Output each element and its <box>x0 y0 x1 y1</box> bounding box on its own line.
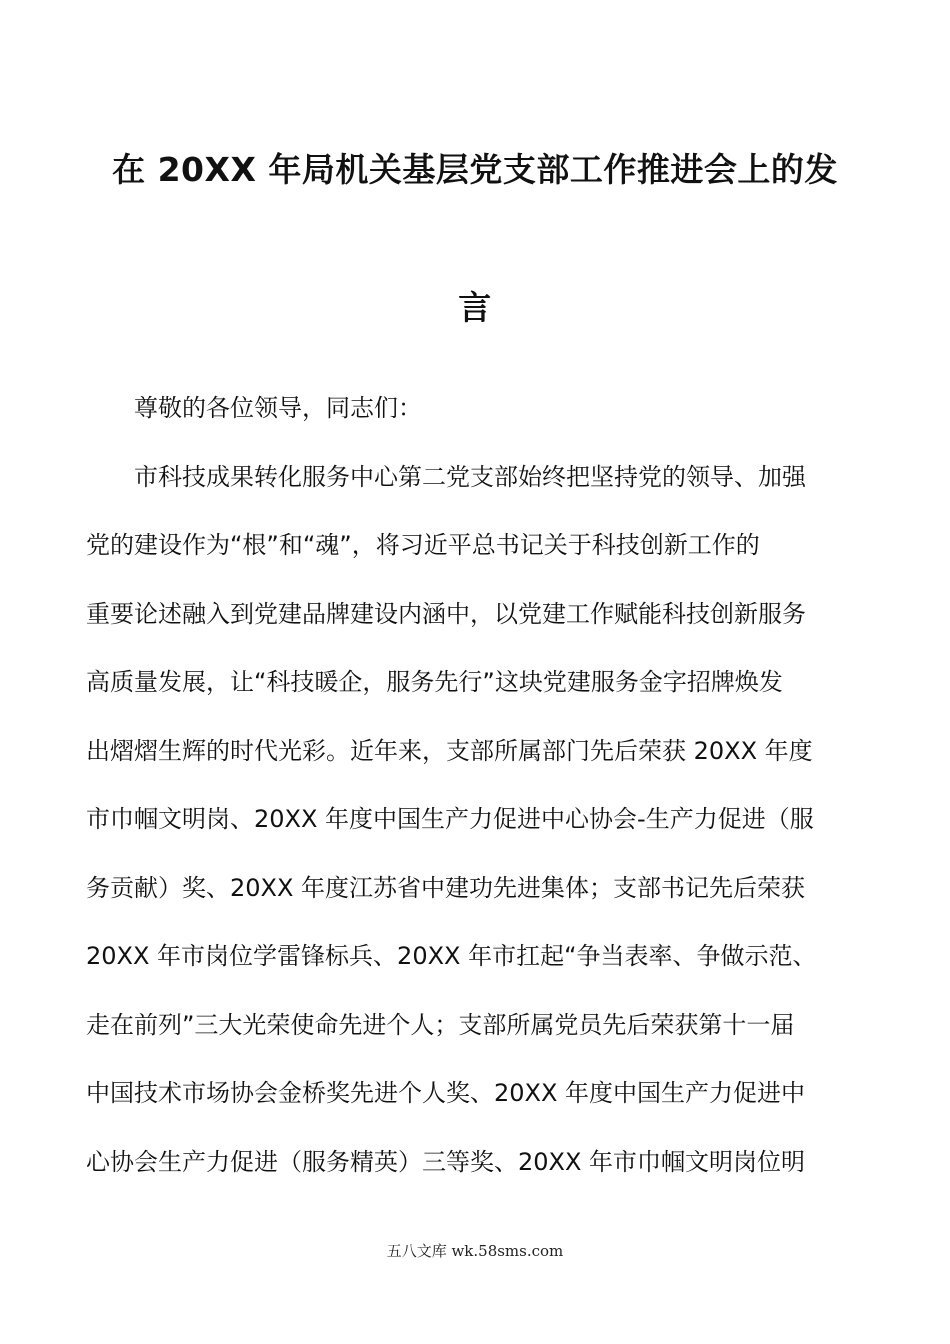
paragraph-line: 高质量发展，让“科技暖企，服务先行”这块党建服务金字招牌焕发 <box>86 668 783 696</box>
paragraph-line: 20XX 年市岗位学雷锋标兵、20XX 年市扛起“争当表率、争做示范、 <box>86 942 817 970</box>
paragraph-line: 走在前列”三大光荣使命先进个人；支部所属党员先后荣获第十一届 <box>86 1011 795 1039</box>
document-title-line-2: 言 <box>458 288 492 327</box>
paragraph-line: 市科技成果转化服务中心第二党支部始终把坚持党的领导、加强 <box>134 463 806 491</box>
paragraph-line: 务贡献）奖、20XX 年度江苏省中建功先进集体；支部书记先后荣获 <box>86 874 806 902</box>
paragraph-line: 出熠熠生辉的时代光彩。近年来，支部所属部门先后荣获 20XX 年度 <box>86 737 813 765</box>
document-title-line-1: 在 20XX 年局机关基层党支部工作推进会上的发 <box>112 150 838 189</box>
paragraph-line: 党的建设作为“根”和“魂”，将习近平总书记关于科技创新工作的 <box>86 531 760 559</box>
salutation: 尊敬的各位领导，同志们： <box>134 394 422 422</box>
footer-watermark: 五八文库 wk.58sms.com <box>386 1242 564 1260</box>
paragraph-line: 市巾帼文明岗、20XX 年度中国生产力促进中心协会-生产力促进（服 <box>86 805 814 833</box>
paragraph-line: 心协会生产力促进（服务精英）三等奖、20XX 年市巾帼文明岗位明 <box>86 1148 806 1176</box>
paragraph-line: 重要论述融入到党建品牌建设内涵中，以党建工作赋能科技创新服务 <box>86 600 806 628</box>
paragraph-line: 中国技术市场协会金桥奖先进个人奖、20XX 年度中国生产力促进中 <box>86 1079 806 1107</box>
